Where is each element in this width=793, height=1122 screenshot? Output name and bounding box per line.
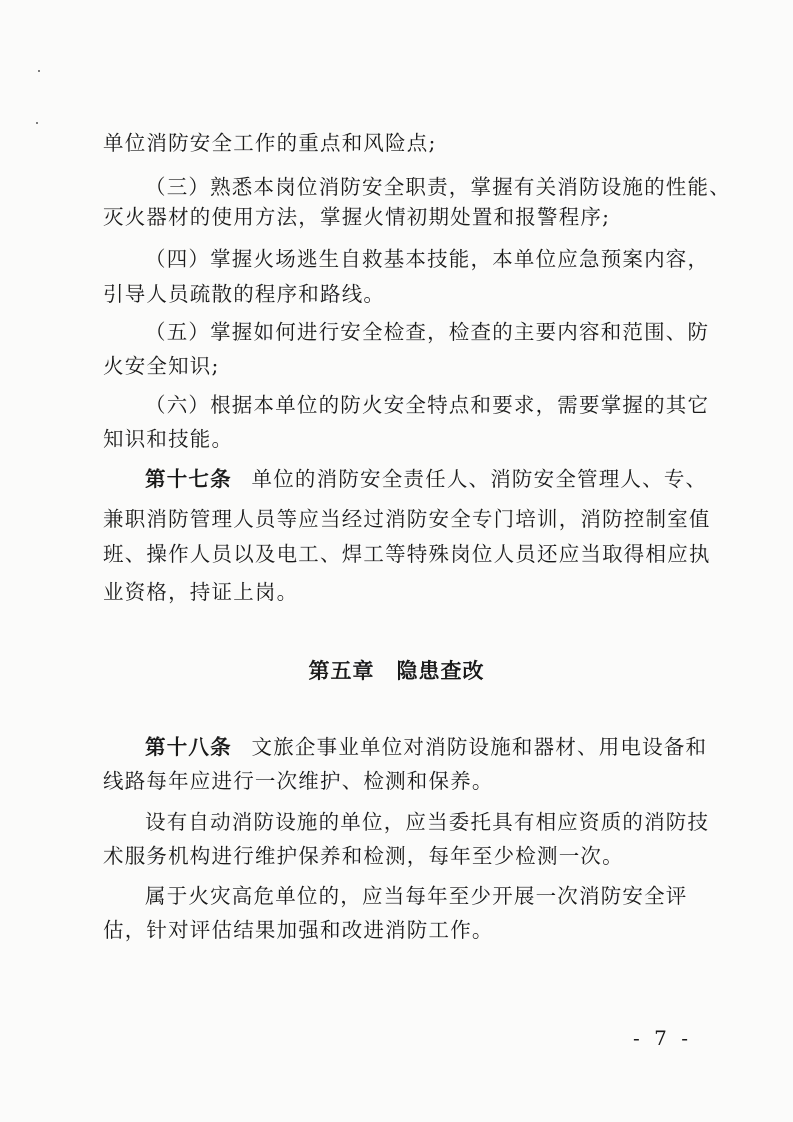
- paragraph-line: 兼职消防管理人员等应当经过消防安全专门培训，消防控制室值: [103, 507, 711, 531]
- scan-speck: [36, 122, 38, 124]
- article-18-line: [145, 733, 708, 761]
- article-17-line: [145, 465, 708, 493]
- paragraph-line: （四）掌握火场逃生自救基本技能，本单位应急预案内容，: [145, 247, 710, 271]
- paragraph-line: 单位消防安全工作的重点和风险点;: [103, 131, 437, 155]
- paragraph-line: （五）掌握如何进行安全检查，检查的主要内容和范围、防: [145, 320, 710, 344]
- paragraph-line: 设有自动消防设施的单位，应当委托具有相应资质的消防技: [145, 810, 710, 834]
- article-18-label: 第十八条: [145, 735, 232, 759]
- article-18-text: 文旅企事业单位对消防设施和器材、用电设备和: [251, 735, 708, 759]
- chapter-title: 隐患查改: [396, 659, 485, 683]
- paragraph-line: 灭火器材的使用方法，掌握火情初期处置和报警程序;: [103, 205, 611, 229]
- paragraph-line: 火安全知识;: [103, 354, 220, 378]
- paragraph-line: 线路每年应进行一次维护、检测和保养。: [103, 769, 494, 793]
- chapter-heading: [0, 656, 793, 686]
- paragraph-line: 班、操作人员以及电工、焊工等特殊岗位人员还应当取得相应执: [103, 542, 711, 566]
- paragraph-line: 业资格，持证上岗。: [103, 580, 299, 604]
- page-number: - 7 -: [633, 1026, 692, 1050]
- paragraph-line: 引导人员疏散的程序和路线。: [103, 282, 386, 306]
- article-17-text: 单位的消防安全责任人、消防安全管理人、专、: [251, 467, 708, 491]
- paragraph-line: （六）根据本单位的防火安全特点和要求，需要掌握的其它: [145, 393, 710, 417]
- chapter-number: 第五章: [308, 659, 375, 683]
- paragraph-line: 知识和技能。: [103, 427, 234, 451]
- paragraph-line: （三）熟悉本岗位消防安全职责，掌握有关消防设施的性能、: [145, 175, 731, 199]
- scan-speck: [38, 70, 40, 72]
- paragraph-line: 估，针对评估结果加强和改进消防工作。: [103, 918, 494, 942]
- paragraph-line: 术服务机构进行维护保养和检测，每年至少检测一次。: [103, 844, 624, 868]
- article-17-label: 第十七条: [145, 467, 232, 491]
- paragraph-line: 属于火灾高危单位的，应当每年至少开展一次消防安全评: [145, 884, 688, 908]
